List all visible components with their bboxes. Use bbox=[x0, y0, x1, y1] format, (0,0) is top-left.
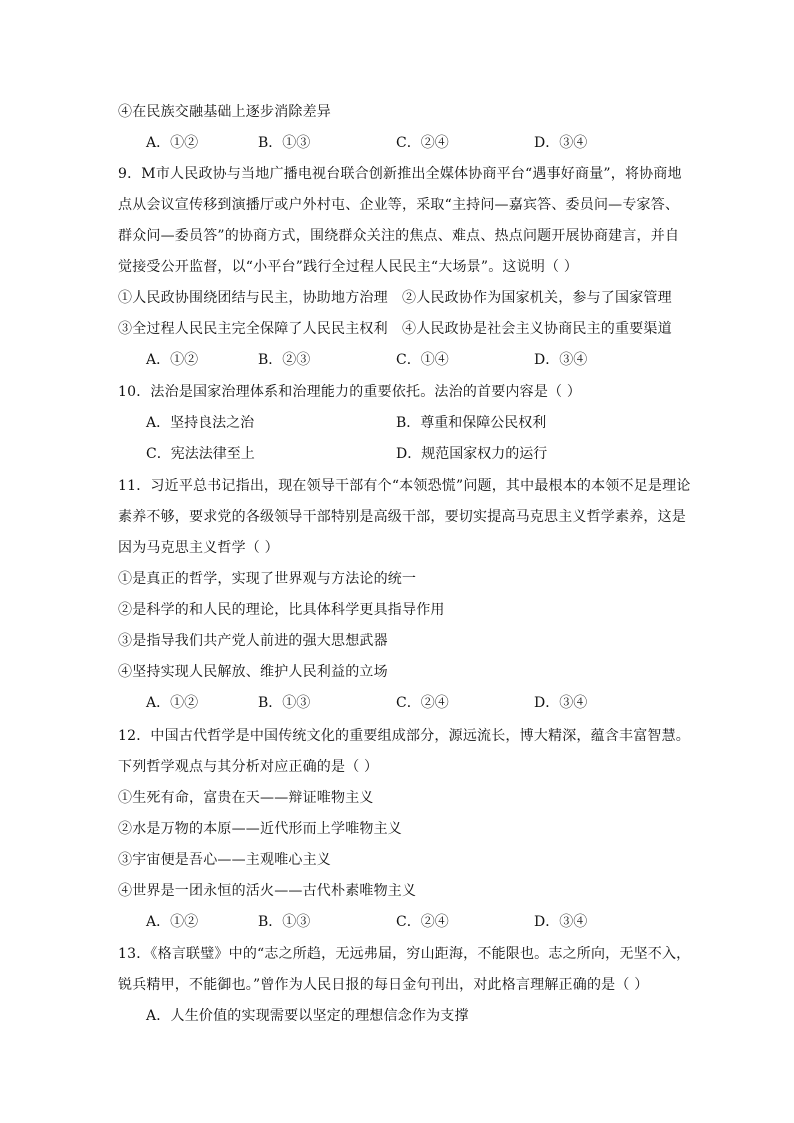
q13-option-a: A．人生价值的实现需要以坚定的理想信念作为支撑 bbox=[146, 1008, 469, 1024]
q12-stem-line: 12．中国古代哲学是中国传统文化的重要组成部分，源远流长，博大精深，蕴含丰富智慧。 bbox=[118, 728, 691, 744]
q10-option-d: D．规范国家权力的运行 bbox=[396, 446, 548, 462]
q8-statement-4: ④在民族交融基础上逐步消除差异 bbox=[118, 104, 331, 120]
q12-option-d: D．③④ bbox=[534, 914, 588, 930]
q8-option-c: C．②④ bbox=[396, 135, 449, 151]
q9-stem-line: 群众问—委员答”的协商方式，围绕群众关注的焦点、难点、热点问题开展协商建言，并自 bbox=[118, 228, 680, 244]
q12-statement: ②水是万物的本原——近代形而上学唯物主义 bbox=[118, 821, 402, 837]
q10-stem: 10．法治是国家治理体系和治理能力的重要依托。法治的首要内容是（ ） bbox=[118, 384, 582, 400]
q11-stem-line: 11．习近平总书记指出，现在领导干部有个“本领恐慌”问题，其中最根本的本领不足是理论 bbox=[118, 478, 691, 494]
q11-statement: ②是科学的和人民的理论，比具体科学更具指导作用 bbox=[118, 602, 445, 618]
q9-option-c: C．①④ bbox=[396, 352, 449, 368]
q11-option-b: B．①③ bbox=[258, 695, 311, 711]
q11-statement: ④坚持实现人民解放、维护人民利益的立场 bbox=[118, 664, 388, 680]
q12-statement: ③宇宙便是吾心——主观唯心主义 bbox=[118, 852, 331, 868]
q13-stem-line: 13．《格言联璧》中的“志之所趋，无远弗届，穷山距海，不能限也。志之所向，无坚不入， bbox=[118, 946, 691, 962]
q12-option-c: C．②④ bbox=[396, 914, 449, 930]
q10-option-c: C．宪法法律至上 bbox=[146, 446, 255, 462]
q12-option-a: A．①② bbox=[146, 914, 199, 930]
q9-statements-1-2: ①人民政协围绕团结与民主，协助地方治理 ②人民政协作为国家机关，参与了国家管理 bbox=[118, 290, 672, 306]
q11-option-c: C．②④ bbox=[396, 695, 449, 711]
q11-option-a: A．①② bbox=[146, 695, 199, 711]
q8-option-d: D．③④ bbox=[534, 135, 588, 151]
q9-stem-line: 点从会议宣传移到演播厅或户外村屯、企业等，采取“主持问—嘉宾答、委员问—专家答、 bbox=[118, 197, 680, 213]
q11-option-d: D．③④ bbox=[534, 695, 588, 711]
q12-statement: ④世界是一团永恒的活火——古代朴素唯物主义 bbox=[118, 883, 417, 899]
q10-option-a: A．坚持良法之治 bbox=[146, 415, 255, 431]
q9-option-b: B．②③ bbox=[258, 352, 311, 368]
q11-statement: ③是指导我们共产党人前进的强大思想武器 bbox=[118, 633, 388, 649]
q9-option-a: A．①② bbox=[146, 352, 199, 368]
q12-statement: ①生死有命，富贵在天——辩证唯物主义 bbox=[118, 790, 374, 806]
q9-stem-line: 9．M市人民政协与当地广播电视台联合创新推出全媒体协商平台“遇事好商量”，将协商地 bbox=[118, 166, 682, 182]
q13-stem-line: 锐兵精甲，不能御也。”曾作为人民日报的每日金句刊出，对此格言理解正确的是（ ） bbox=[118, 977, 649, 993]
q12-stem-line: 下列哲学观点与其分析对应正确的是（ ） bbox=[118, 759, 379, 775]
q11-stem-line: 素养不够，要求党的各级领导干部特别是高级干部，要切实提高马克思主义哲学素养，这是 bbox=[118, 509, 686, 525]
q9-statements-3-4: ③全过程人民民主完全保障了人民民主权利 ④人民政协是社会主义协商民主的重要渠道 bbox=[118, 321, 672, 337]
q11-stem-line: 因为马克思主义哲学（ ） bbox=[118, 540, 279, 556]
q8-option-b: B．①③ bbox=[258, 135, 311, 151]
q9-stem-line: 觉接受公开监督，以“小平台”践行全过程人民民主“大场景”。这说明（ ） bbox=[118, 259, 579, 275]
q9-option-d: D．③④ bbox=[534, 352, 588, 368]
q12-option-b: B．①③ bbox=[258, 914, 311, 930]
q8-option-a: A．①② bbox=[146, 135, 199, 151]
q10-option-b: B．尊重和保障公民权利 bbox=[396, 415, 547, 431]
q11-statement: ①是真正的哲学，实现了世界观与方法论的统一 bbox=[118, 571, 417, 587]
